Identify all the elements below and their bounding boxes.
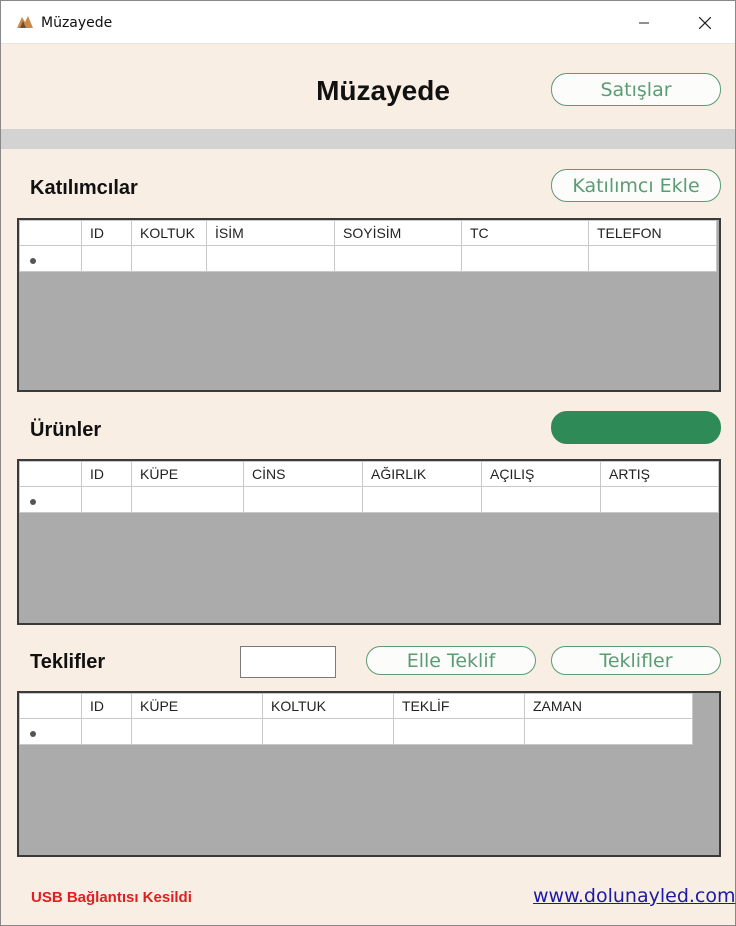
title-bar: [1, 1, 735, 44]
add-participant-button[interactable]: Katılımcı Ekle: [551, 169, 721, 202]
sales-button[interactable]: Satışlar: [551, 73, 721, 106]
bid-input[interactable]: [240, 646, 336, 678]
window-title: Müzayede: [41, 15, 113, 31]
close-button[interactable]: [682, 1, 728, 44]
products-grid[interactable]: [17, 459, 721, 625]
column-header[interactable]: CİNS: [244, 462, 363, 487]
usb-status-label: USB Bağlantısı Kesildi: [31, 889, 192, 906]
participants-grid[interactable]: [17, 218, 721, 392]
cell[interactable]: [589, 246, 717, 272]
cell[interactable]: [207, 246, 335, 272]
column-header[interactable]: AÇILIŞ: [482, 462, 601, 487]
products-title: Ürünler: [30, 419, 102, 441]
new-row-icon: [30, 258, 36, 264]
participants-title: Katılımcılar: [30, 177, 138, 199]
column-header[interactable]: KÜPE: [132, 462, 244, 487]
column-header[interactable]: ZAMAN: [525, 694, 693, 719]
grid-header-row: [20, 221, 717, 246]
row-header[interactable]: [20, 487, 82, 513]
main-content: [1, 45, 735, 925]
new-row[interactable]: [20, 487, 719, 513]
cell[interactable]: [482, 487, 601, 513]
page-title: Müzayede: [316, 75, 450, 106]
column-header[interactable]: KÜPE: [132, 694, 263, 719]
cell[interactable]: [82, 719, 132, 745]
row-header-corner: [20, 221, 82, 246]
new-row[interactable]: [20, 719, 693, 745]
cell[interactable]: [244, 487, 363, 513]
bids-button[interactable]: Teklifler: [551, 646, 721, 675]
new-row-icon: [30, 731, 36, 737]
column-header[interactable]: AĞIRLIK: [363, 462, 482, 487]
grid-header-row: [20, 694, 693, 719]
column-header[interactable]: SOYİSİM: [335, 221, 462, 246]
cell[interactable]: [263, 719, 394, 745]
row-header[interactable]: [20, 719, 82, 745]
cell[interactable]: [132, 246, 207, 272]
cell[interactable]: [363, 487, 482, 513]
cell[interactable]: [525, 719, 693, 745]
cell[interactable]: [335, 246, 462, 272]
cell[interactable]: [132, 719, 263, 745]
row-header-corner: [20, 462, 82, 487]
cell[interactable]: [601, 487, 719, 513]
column-header[interactable]: KOLTUK: [263, 694, 394, 719]
row-header-corner: [20, 694, 82, 719]
column-header[interactable]: ID: [82, 221, 132, 246]
column-header[interactable]: KOLTUK: [132, 221, 207, 246]
cell[interactable]: [394, 719, 525, 745]
column-header[interactable]: ID: [82, 462, 132, 487]
column-header[interactable]: ID: [82, 694, 132, 719]
products-action-button[interactable]: [551, 411, 721, 444]
manual-bid-button[interactable]: Elle Teklif: [366, 646, 536, 675]
cell[interactable]: [82, 246, 132, 272]
grid-header-row: [20, 462, 719, 487]
bids-title: Teklifler: [30, 651, 106, 673]
website-link[interactable]: www.dolunayled.com: [533, 885, 736, 907]
column-header[interactable]: TELEFON: [589, 221, 717, 246]
column-header[interactable]: TEKLİF: [394, 694, 525, 719]
row-header[interactable]: [20, 246, 82, 272]
cell[interactable]: [132, 487, 244, 513]
separator-band: [1, 129, 735, 149]
column-header[interactable]: ARTIŞ: [601, 462, 719, 487]
cell[interactable]: [462, 246, 589, 272]
maximize-button[interactable]: [623, 1, 669, 44]
new-row-icon: [30, 499, 36, 505]
column-header[interactable]: TC: [462, 221, 589, 246]
cell[interactable]: [82, 487, 132, 513]
close-icon: [699, 17, 711, 29]
column-header[interactable]: İSİM: [207, 221, 335, 246]
bids-grid[interactable]: [17, 691, 721, 857]
app-icon: [17, 15, 33, 29]
new-row[interactable]: [20, 246, 717, 272]
